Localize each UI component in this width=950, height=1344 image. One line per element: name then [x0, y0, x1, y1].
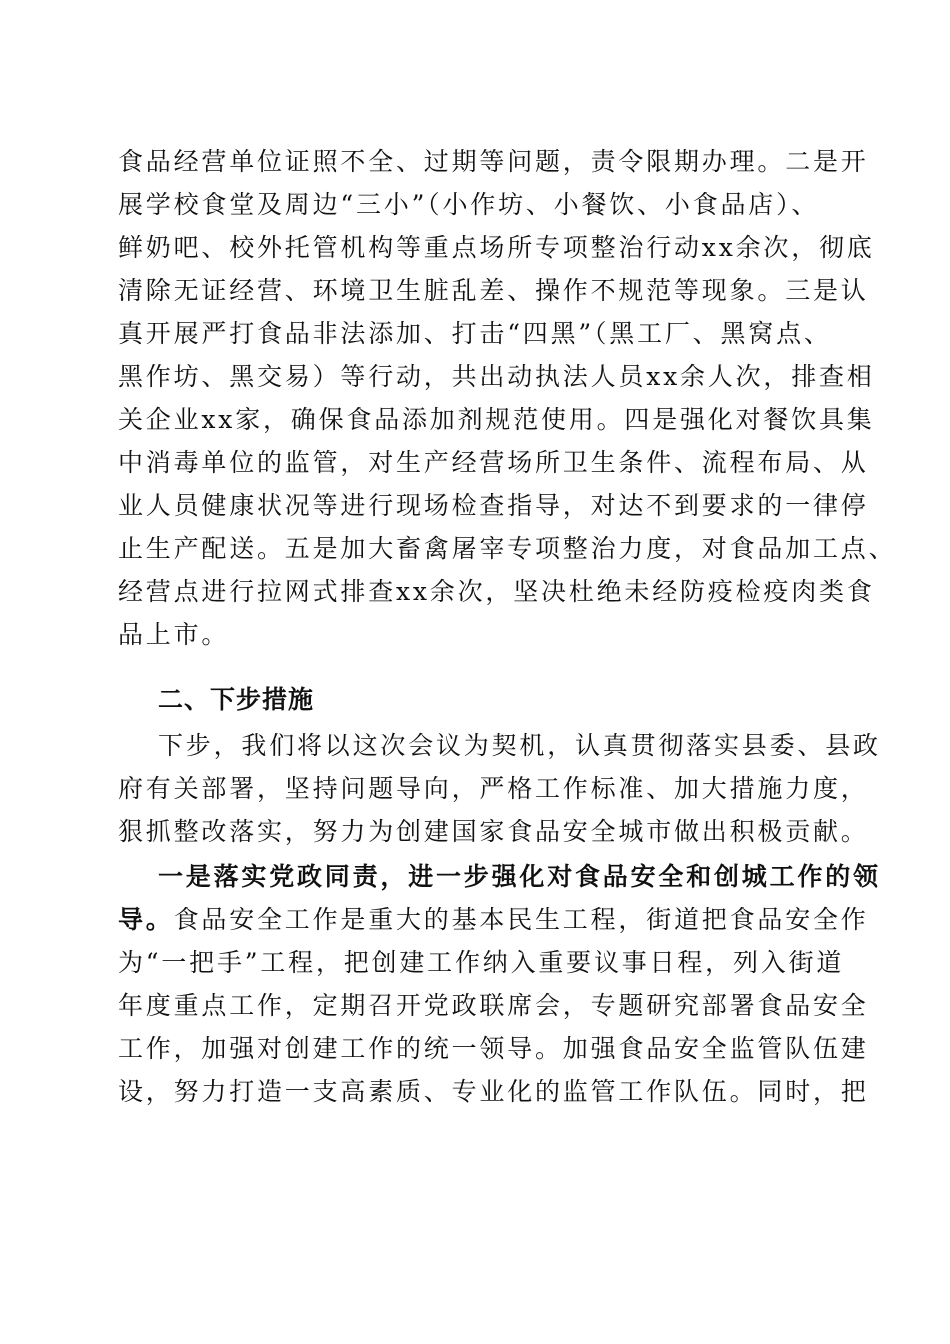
paragraph-line: 下步，我们将以这次会议为契机，认真贯彻落实县委、县政 — [158, 731, 881, 760]
paragraph-line: 设，努力打造一支高素质、专业化的监管工作队伍。同时，把 — [118, 1077, 869, 1106]
paragraph-line: 关企业xx家，确保食品添加剂规范使用。四是强化对餐饮具集 — [118, 405, 875, 434]
paragraph-line: 为“一把手”工程，把创建工作纳入重要议事日程，列入街道 — [118, 948, 845, 977]
section-heading: 二、下步措施 — [158, 685, 315, 714]
paragraph-line: 狠抓整改落实，努力为创建国家食品安全城市做出积极贡献。 — [118, 817, 869, 846]
paragraph-line: 清除无证经营、环境卫生脏乱差、操作不规范等现象。三是认 — [118, 276, 869, 305]
paragraph-line: 止生产配送。五是加大畜禽屠宰专项整治力度，对食品加工点、 — [118, 534, 897, 563]
normal-run: 食品安全工作是重大的基本民生工程，街道把食品安全作 — [173, 905, 869, 934]
paragraph-line: 业人员健康状况等进行现场检查指导，对达不到要求的一律停 — [118, 491, 869, 520]
bold-run: 导。 — [118, 905, 174, 934]
paragraph-line: 品上市。 — [118, 620, 230, 649]
paragraph-line-bold: 一是落实党政同责，进一步强化对食品安全和创城工作的领 — [158, 862, 881, 891]
paragraph-line: 年度重点工作，定期召开党政联席会，专题研究部署食品安全 — [118, 991, 869, 1020]
paragraph-line: 鲜奶吧、校外托管机构等重点场所专项整治行动xx余次，彻底 — [118, 233, 875, 262]
paragraph-line: 真开展严打食品非法添加、打击“四黑”（黑工厂、黑窝点、 — [118, 319, 832, 348]
paragraph-line: 黑作坊、黑交易）等行动，共出动执法人员xx余人次，排查相 — [118, 362, 875, 391]
paragraph-line: 工作，加强对创建工作的统一领导。加强食品安全监管队伍建 — [118, 1034, 869, 1063]
paragraph-line: 府有关部署，坚持问题导向，严格工作标准、加大措施力度， — [118, 774, 869, 803]
paragraph-line: 经营点进行拉网式排查xx余次，坚决杜绝未经防疫检疫肉类食 — [118, 577, 875, 606]
paragraph-line-mixed — [118, 904, 869, 936]
paragraph-line: 中消毒单位的监管，对生产经营场所卫生条件、流程布局、从 — [118, 448, 869, 477]
paragraph-line: 食品经营单位证照不全、过期等问题，责令限期办理。二是开 — [118, 147, 869, 176]
paragraph-line: 展学校食堂及周边“三小”（小作坊、小餐饮、小食品店）、 — [118, 190, 820, 219]
